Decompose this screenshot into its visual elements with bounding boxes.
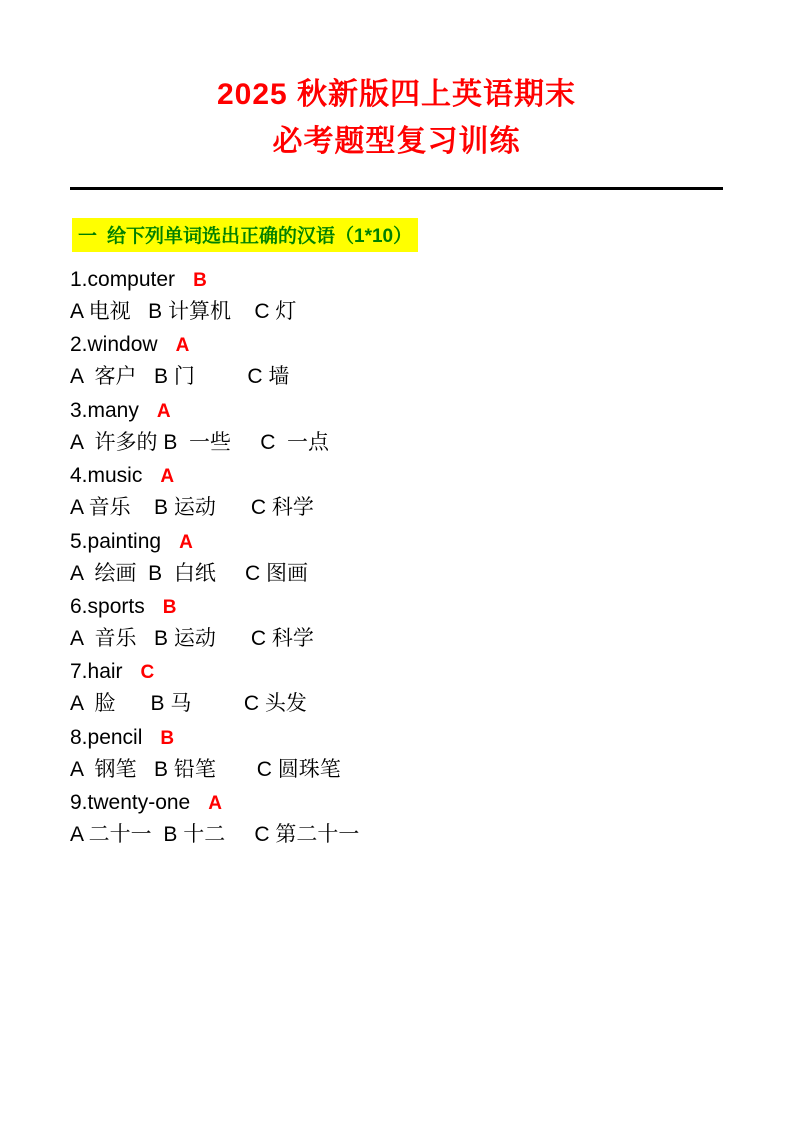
question-prompt-row: [70, 591, 733, 623]
title-line-1: 2025 秋新版四上英语期末: [216, 78, 577, 111]
question-options: A 电视 B 计算机 C 灯: [70, 299, 297, 323]
question-prompt: 8.pencil: [70, 725, 143, 749]
question-answer: B: [162, 597, 177, 619]
list-item: [70, 787, 733, 850]
list-item: [70, 460, 733, 523]
question-options: A 钢笔 B 铅笔 C 圆珠笔: [70, 757, 341, 781]
question-prompt: 9.twenty-one: [70, 791, 191, 815]
question-prompt-row: [70, 329, 733, 361]
list-item: [70, 329, 733, 392]
list-item: [70, 722, 733, 785]
question-prompt-row: [70, 264, 733, 296]
question-prompt-row: [70, 526, 733, 558]
question-prompt-row: [70, 722, 733, 754]
list-item: [70, 591, 733, 654]
question-prompt-row: [70, 395, 733, 427]
section-number: 一: [78, 226, 98, 247]
question-answer: B: [193, 270, 207, 291]
question-prompt: 6.sports: [70, 595, 145, 619]
question-prompt: 7.hair: [70, 660, 123, 684]
list-item: [70, 264, 733, 327]
question-answer: A: [160, 466, 175, 488]
list-item: [70, 656, 733, 719]
question-prompt: 3.many: [70, 398, 139, 422]
question-answer: C: [140, 662, 155, 684]
question-options: A 音乐 B 运动 C 科学: [70, 496, 314, 520]
question-prompt: 5.painting: [70, 529, 162, 553]
question-options: A 许多的 B 一些 C 一点: [70, 430, 330, 454]
question-prompt: 2.window: [70, 333, 158, 357]
question-answer: A: [175, 335, 190, 357]
question-prompt: 1.computer: [70, 268, 176, 291]
question-options: A 二十一 B 十二 C 第二十一: [70, 823, 360, 847]
question-prompt-row: [70, 787, 733, 819]
question-options: A 客户 B 门 C 墙: [70, 365, 290, 389]
list-item: [70, 395, 733, 458]
question-answer: B: [160, 727, 175, 749]
question-prompt: 4.music: [70, 464, 143, 488]
question-list: [70, 264, 733, 851]
question-answer: A: [156, 400, 171, 422]
section-title: 给下列单词选出正确的汉语（1*10）: [107, 226, 413, 247]
question-prompt-row: [70, 656, 733, 688]
title-divider: [70, 187, 723, 190]
question-answer: A: [208, 793, 222, 815]
question-prompt-row: [70, 460, 733, 492]
title-line-2: 必考题型复习训练: [272, 124, 521, 158]
list-item: [70, 526, 733, 589]
question-options: A 绘画 B 白纸 C 图画: [70, 561, 309, 585]
question-options: A 脸 B 马 C 头发: [70, 692, 307, 716]
question-answer: A: [179, 531, 193, 553]
page-title: [60, 0, 733, 165]
question-options: A 音乐 B 运动 C 科学: [70, 626, 314, 650]
section-heading: [72, 218, 418, 252]
